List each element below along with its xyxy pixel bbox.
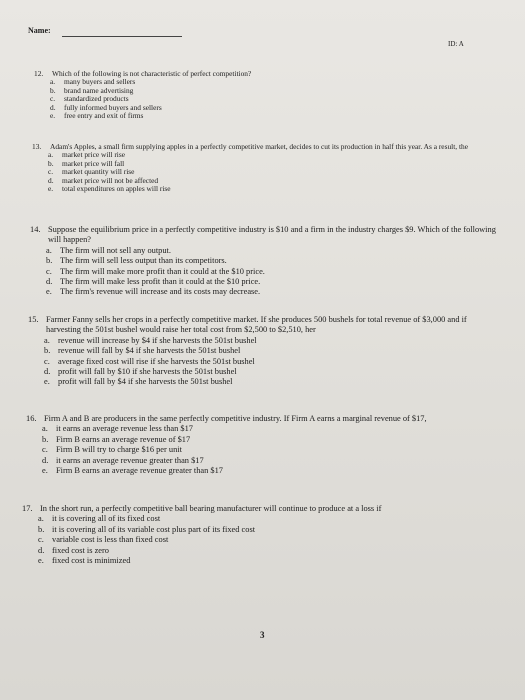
option-d: d. it earns an average revenue greater than $17 xyxy=(42,455,204,465)
option-c: c. standardized products xyxy=(50,94,129,104)
option-a: a. it earns an average revenue less than $17 xyxy=(42,424,193,434)
question-stem: Suppose the equilibrium price in a perfectly competitive industry is $10 and a firm in the industry charges $9. Which of the following will happen? xyxy=(48,225,496,245)
id-label: ID: A xyxy=(448,40,464,48)
question-12 xyxy=(34,70,474,120)
option-b: b. brand name advertising xyxy=(50,85,134,95)
question-number: 16. xyxy=(26,414,37,423)
option-b: b. The firm will sell less output than its competitors. xyxy=(46,256,227,266)
option-c: c. market quantity will rise xyxy=(48,167,135,177)
name-underline xyxy=(62,36,182,37)
option-d: d. profit will fall by $10 if she harvests the 501st bushel xyxy=(44,367,237,377)
option-e: e. free entry and exit of firms xyxy=(50,111,144,121)
question-stem: Firm A and B are producers in the same perfectly competitive industry. If Firm A earns a marginal revenue of $17, xyxy=(44,414,427,423)
option-c: c. average fixed cost will rise if she harvests the 501st bushel xyxy=(44,356,255,366)
option-c: c. Firm B will try to charge $16 per unit xyxy=(42,445,182,455)
question-number: 15. xyxy=(28,315,39,324)
option-d: d. The firm will make less profit than it could at the $10 price. xyxy=(46,277,261,287)
option-a: a. revenue will increase by $4 if she harvests the 501st bushel xyxy=(44,335,257,345)
option-a: a. market price will rise xyxy=(48,150,126,160)
option-e: e. Firm B earns an average revenue greater than $17 xyxy=(42,466,223,476)
option-d: d. market price will not be affected xyxy=(48,175,159,185)
question-stem: Adam's Apples, a small firm supplying apples in a perfectly competitive market, decides to cut its production in half this year. As a result, the xyxy=(50,142,468,151)
option-a: a. it is covering all of its fixed cost xyxy=(38,514,161,524)
option-a: a. The firm will not sell any output. xyxy=(46,245,171,255)
option-b: b. revenue will fall by $4 if she harvests the 501st bushel xyxy=(44,346,241,356)
question-15 xyxy=(28,315,503,388)
question-number: 12. xyxy=(34,69,44,78)
option-b: b. it is covering all of its variable cost plus part of its fixed cost xyxy=(38,524,256,534)
option-b: b. Firm B earns an average revenue of $17 xyxy=(42,434,191,444)
question-stem: Which of the following is not characteristic of perfect competition? xyxy=(52,69,252,78)
option-e: e. profit will fall by $4 if she harvests the 501st bushel xyxy=(44,377,233,387)
option-d: d. fixed cost is zero xyxy=(38,545,109,555)
question-number: 13. xyxy=(32,142,42,151)
question-number: 14. xyxy=(30,225,41,234)
question-stem: Farmer Fanny sells her crops in a perfectly competitive market. If she produces 500 bushels for total revenue of $3,000 and if harvesting the 501st bushel would raise her total cost from $2,500 to $2,510, her xyxy=(46,315,467,335)
name-label: Name: xyxy=(28,26,51,35)
option-c: c. variable cost is less than fixed cost xyxy=(38,535,169,545)
question-stem: In the short run, a perfectly competitive ball bearing manufacturer will continue to produce at a loss if xyxy=(40,504,382,513)
option-c: c. The firm will make more profit than it could at the $10 price. xyxy=(46,266,265,276)
question-16 xyxy=(26,414,506,476)
page-number: 3 xyxy=(260,630,265,640)
option-d: d. fully informed buyers and sellers xyxy=(50,102,162,112)
option-a: a. many buyers and sellers xyxy=(50,77,136,87)
option-e: e. total expenditures on apples will rise xyxy=(48,184,171,194)
question-17 xyxy=(22,504,507,566)
option-b: b. market price will fall xyxy=(48,158,125,168)
question-number: 17. xyxy=(22,504,33,513)
option-e: e. The firm's revenue will increase and its costs may decrease. xyxy=(46,287,261,297)
question-14 xyxy=(30,225,500,298)
option-e: e. fixed cost is minimized xyxy=(38,556,131,566)
question-13 xyxy=(32,143,492,193)
